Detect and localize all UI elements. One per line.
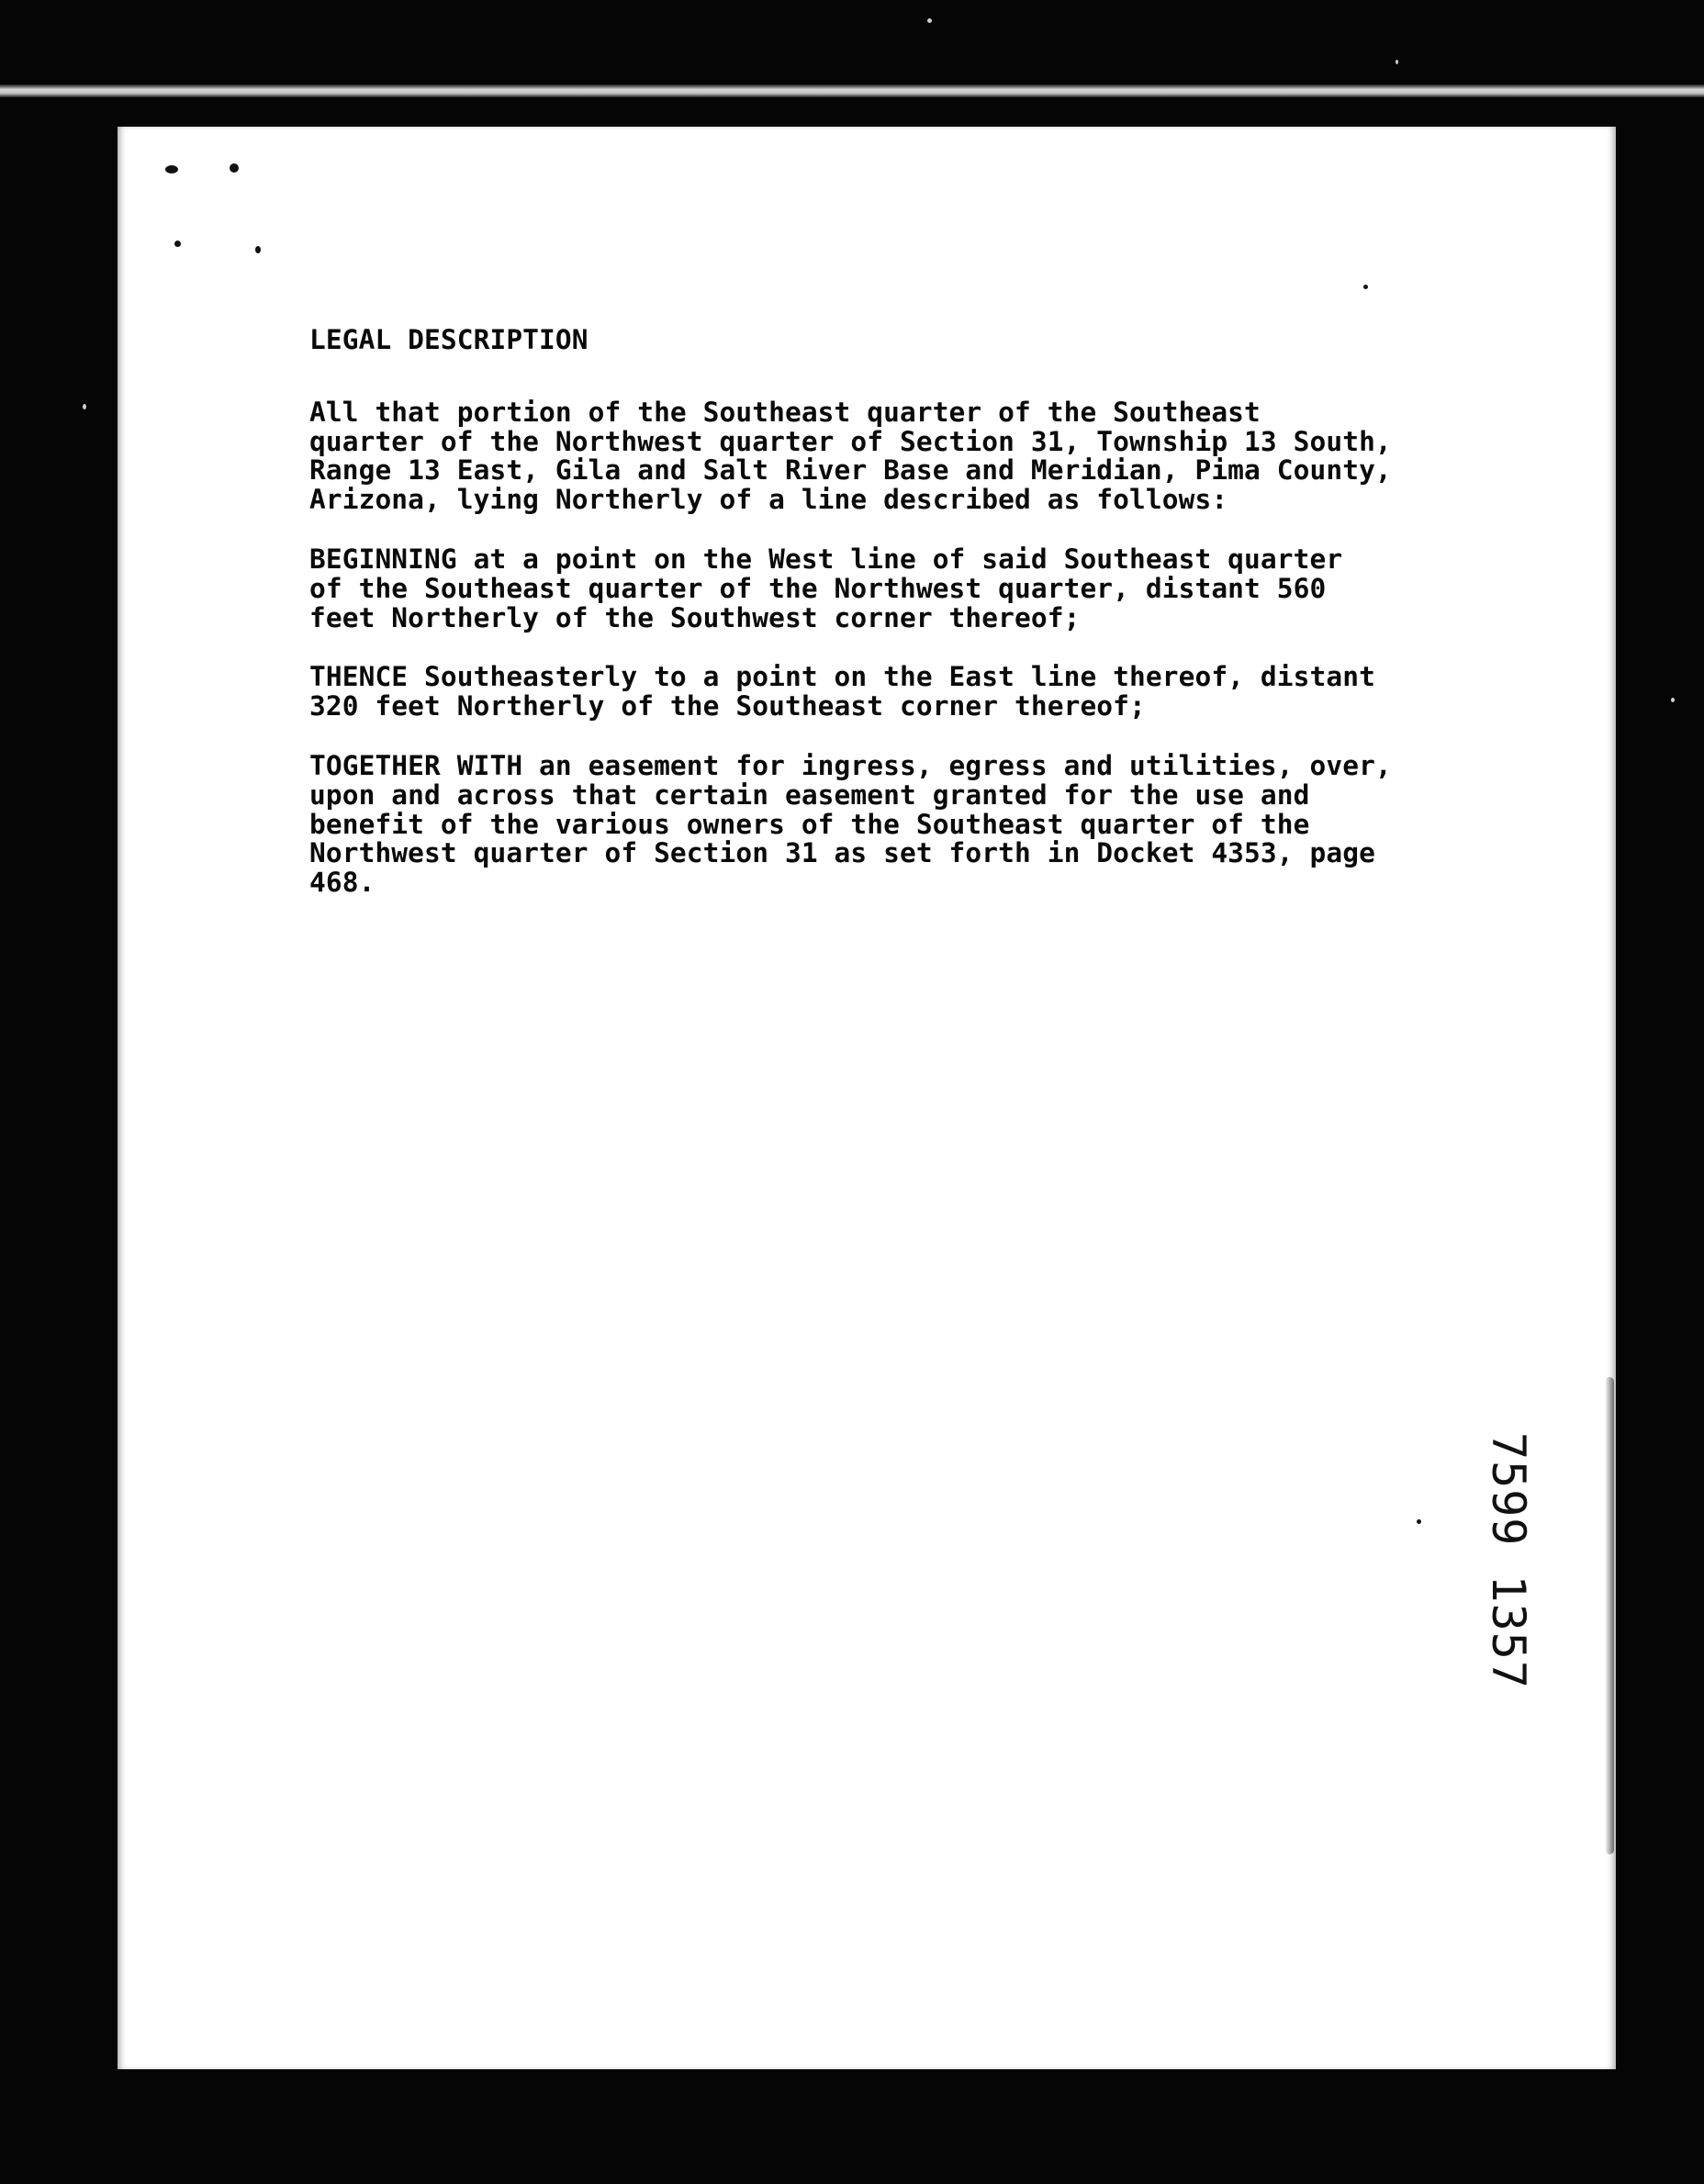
paragraph-thence: THENCE Southeasterly to a point on the East line thereof, distant 320 feet Northerly of the Southeast corner thereof; xyxy=(309,661,1375,722)
scan-speck xyxy=(927,18,932,23)
paragraph-portion: All that portion of the Southeast quarter of the Southeast quarter of the Northwest quarter of Section 31, Township 13 South, Range 13 East, Gila and Salt River Base and Meridian, Pima County, Arizona, lying Northerly of a line described as follows: xyxy=(309,396,1392,516)
paragraph-together-with: TOGETHER WITH an easement for ingress, egress and utilities, over, upon and across that certain easement granted for the use and benefit of the various owners of the Southeast quarter of the Northwest quarter of Section 31 as set forth in Docket 4353, page 468. xyxy=(309,749,1392,899)
paragraph-beginning: BEGINNING at a point on the West line of said Southeast quarter of the Southeast quarter of the Northwest quarter, distant 560 feet Northerly of the Southwest corner thereof; xyxy=(309,543,1343,633)
scan-speck xyxy=(83,404,86,409)
document-body xyxy=(309,326,1530,928)
document-heading: LEGAL DESCRIPTION xyxy=(309,324,589,355)
scanner-edge-strip xyxy=(0,84,1704,97)
docket-page-number: 7599 1357 xyxy=(1482,1432,1535,1689)
scan-speck xyxy=(165,165,178,174)
scan-speck xyxy=(230,163,239,173)
scan-speck xyxy=(1671,698,1675,702)
scan-speck xyxy=(1396,60,1398,64)
scan-speck xyxy=(1363,285,1368,289)
scan-speck xyxy=(174,241,181,247)
scan-speck xyxy=(255,246,261,253)
scan-speck xyxy=(1417,1519,1421,1524)
paper-fold-shadow xyxy=(1605,1377,1614,1854)
docket-page-stamp xyxy=(1482,1432,1535,1726)
